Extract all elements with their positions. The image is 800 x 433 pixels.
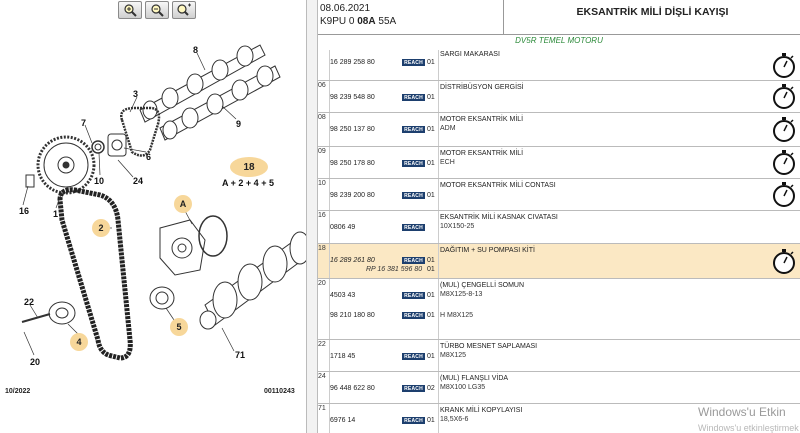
engine-reference — [320, 16, 503, 27]
part-row[interactable] — [318, 179, 800, 211]
reach-badge: REACH — [402, 385, 425, 392]
part-spec: M8X125-8-13 — [440, 291, 483, 298]
row-index: 16 — [318, 212, 326, 219]
diagram-date-code: 10/2022 — [5, 388, 31, 395]
row-index: 08 — [318, 114, 326, 121]
reach-badge: REACH — [402, 59, 425, 66]
part-number[interactable]: 4503 43 — [330, 292, 356, 299]
ref-suffix: 55A — [375, 16, 397, 27]
catalog-date: 08.06.2021 — [320, 3, 371, 14]
callout-22[interactable]: 22 — [24, 297, 35, 307]
part-row[interactable] — [318, 340, 800, 372]
part-row[interactable] — [318, 113, 800, 147]
part-row[interactable] — [318, 244, 800, 279]
part-spec: M8X100 LG35 — [440, 384, 486, 391]
activation-watermark: Windows'u Etkin — [698, 405, 786, 419]
activation-watermark-sub: Windows'u etkinleştirmek — [698, 423, 799, 433]
part-row[interactable] — [318, 147, 800, 179]
part-name: MOTOR EKSANTRİK MİLİ — [440, 150, 524, 157]
parts-list-pane — [318, 0, 800, 433]
part-number[interactable]: 98 210 180 80 — [330, 312, 375, 319]
reach-badge: REACH — [402, 224, 425, 231]
callout-71[interactable]: 71 — [235, 350, 246, 360]
reach-badge: REACH — [402, 353, 425, 360]
diagram-pane — [0, 0, 306, 433]
part-quantity: 01 — [427, 417, 435, 424]
row-index: 20 — [318, 280, 326, 287]
part-number[interactable]: 98 239 200 80 — [330, 192, 375, 199]
part-spec: ECH — [440, 159, 455, 166]
timing-belt-drawing — [60, 190, 130, 358]
part-spec: H M8X125 — [440, 312, 474, 319]
bubble-2[interactable]: 2 — [92, 219, 110, 237]
part-quantity: 01 — [427, 312, 435, 319]
callout-10[interactable]: 10 — [94, 176, 105, 186]
part-row[interactable] — [318, 372, 800, 404]
row-index: 09 — [318, 148, 326, 155]
row-index: 24 — [318, 373, 326, 380]
ref-prefix: K9PU 0 — [320, 16, 358, 27]
callout-20[interactable]: 20 — [30, 357, 41, 367]
callout-6[interactable]: 6 — [146, 152, 152, 162]
callout-3[interactable]: 3 — [133, 89, 139, 99]
callout-9[interactable]: 9 — [236, 119, 242, 129]
reach-badge: REACH — [402, 192, 425, 199]
header-info — [318, 0, 504, 35]
camshaft-sprocket-drawing — [38, 137, 94, 193]
part-spec: ADM — [440, 125, 456, 132]
part-quantity: 01 — [427, 257, 435, 264]
page-title: EKSANTRİK MİLİ DİŞLİ KAYIŞI — [576, 5, 729, 18]
part-quantity: 02 — [427, 385, 435, 392]
labor-time-icon[interactable] — [772, 249, 796, 280]
water-pump-drawing — [160, 216, 227, 275]
part-row[interactable] — [318, 211, 800, 244]
part-number[interactable]: 98 250 137 80 — [330, 126, 375, 133]
part-number[interactable]: 16 289 261 80 — [330, 257, 375, 264]
labor-time-icon[interactable] — [772, 84, 796, 115]
part-number[interactable]: 98 239 548 80 — [330, 94, 375, 101]
part-name: TÜRBO MESNET SAPLAMASI — [440, 343, 538, 350]
engine-group-label: DV5R TEMEL MOTORU — [515, 36, 603, 45]
part-quantity: 01 — [427, 353, 435, 360]
labor-time-icon[interactable] — [772, 117, 796, 148]
part-name: MOTOR EKSANTRİK MİLİ CONTASI — [440, 182, 556, 189]
reach-badge: REACH — [402, 417, 425, 424]
kit-formula: A + 2 + 4 + 5 — [222, 178, 274, 188]
part-quantity: 01 — [427, 192, 435, 199]
kit-number-badge[interactable]: 18 — [230, 157, 268, 177]
part-name: EKSANTRİK MİLİ KASNAK CIVATASI — [440, 214, 558, 221]
part-row[interactable] — [318, 50, 800, 81]
exploded-view-diagram — [0, 0, 306, 433]
labor-time-icon[interactable] — [772, 53, 796, 84]
diagram-document-code: 00110243 — [264, 388, 295, 395]
part-name: SARGI MAKARASI — [440, 51, 500, 58]
part-number[interactable]: 98 250 178 80 — [330, 160, 375, 167]
labor-time-icon[interactable] — [772, 150, 796, 181]
part-name: (MUL) ÇENGELLİ SOMUN — [440, 282, 525, 289]
row-index: 22 — [318, 341, 326, 348]
part-name: (MUL) FLANŞLI VİDA — [440, 375, 509, 382]
callout-7[interactable]: 7 — [81, 118, 87, 128]
part-row[interactable] — [318, 279, 800, 340]
callout-1[interactable]: 1 — [53, 209, 59, 219]
part-name: DAĞITIM + SU POMPASI KİTİ — [440, 247, 535, 254]
part-number[interactable]: 96 448 622 80 — [330, 385, 375, 392]
reach-badge: REACH — [402, 257, 425, 264]
part-number[interactable]: 0806 49 — [330, 224, 356, 231]
part-spec: 18,5X6-6 — [440, 416, 469, 423]
part-name: KRANK MİLİ KOPYLAYISI — [440, 407, 523, 414]
labor-time-icon[interactable] — [772, 182, 796, 213]
row-index: 10 — [318, 180, 326, 187]
reach-badge: REACH — [402, 160, 425, 167]
bubble-A[interactable]: A — [174, 195, 192, 213]
part-name: MOTOR EKSANTRİK MİLİ — [440, 116, 524, 123]
part-spec: 10X150-25 — [440, 223, 475, 230]
part-row[interactable] — [318, 81, 800, 113]
reach-badge: REACH — [402, 126, 425, 133]
part-number[interactable]: 1718 45 — [330, 353, 356, 360]
part-quantity: 01 — [427, 160, 435, 167]
part-quantity: 01 — [427, 292, 435, 299]
parts-header — [318, 0, 800, 35]
row-index: 18 — [318, 245, 326, 252]
replacement-part-number[interactable]: RP 16 381 596 80 — [366, 266, 423, 273]
part-name: DİSTRİBÜSYON GERGİSİ — [440, 84, 524, 91]
reach-badge: REACH — [402, 292, 425, 299]
part-quantity: 01 — [427, 126, 435, 133]
reach-badge: REACH — [402, 94, 425, 101]
bubble-4[interactable]: 4 — [70, 333, 88, 351]
bubble-5[interactable]: 5 — [170, 318, 188, 336]
idler-pulley-drawing — [150, 287, 174, 309]
part-number[interactable]: 6976 14 — [330, 417, 356, 424]
row-index: 71 — [318, 405, 326, 412]
callout-8[interactable]: 8 — [193, 45, 199, 55]
part-spec: M8X125 — [440, 352, 467, 359]
callout-16[interactable]: 16 — [19, 206, 30, 216]
pane-splitter[interactable] — [306, 0, 318, 433]
callout-24[interactable]: 24 — [133, 176, 144, 186]
part-quantity: 01 — [427, 94, 435, 101]
reach-badge: REACH — [402, 312, 425, 319]
ref-bold: 08A — [357, 16, 376, 27]
part-number[interactable]: 16 289 258 80 — [330, 59, 375, 66]
part-quantity: 01 — [427, 59, 435, 66]
row-index: 06 — [318, 82, 326, 89]
replacement-quantity: 01 — [427, 266, 435, 273]
crankshaft-drawing — [200, 232, 306, 329]
